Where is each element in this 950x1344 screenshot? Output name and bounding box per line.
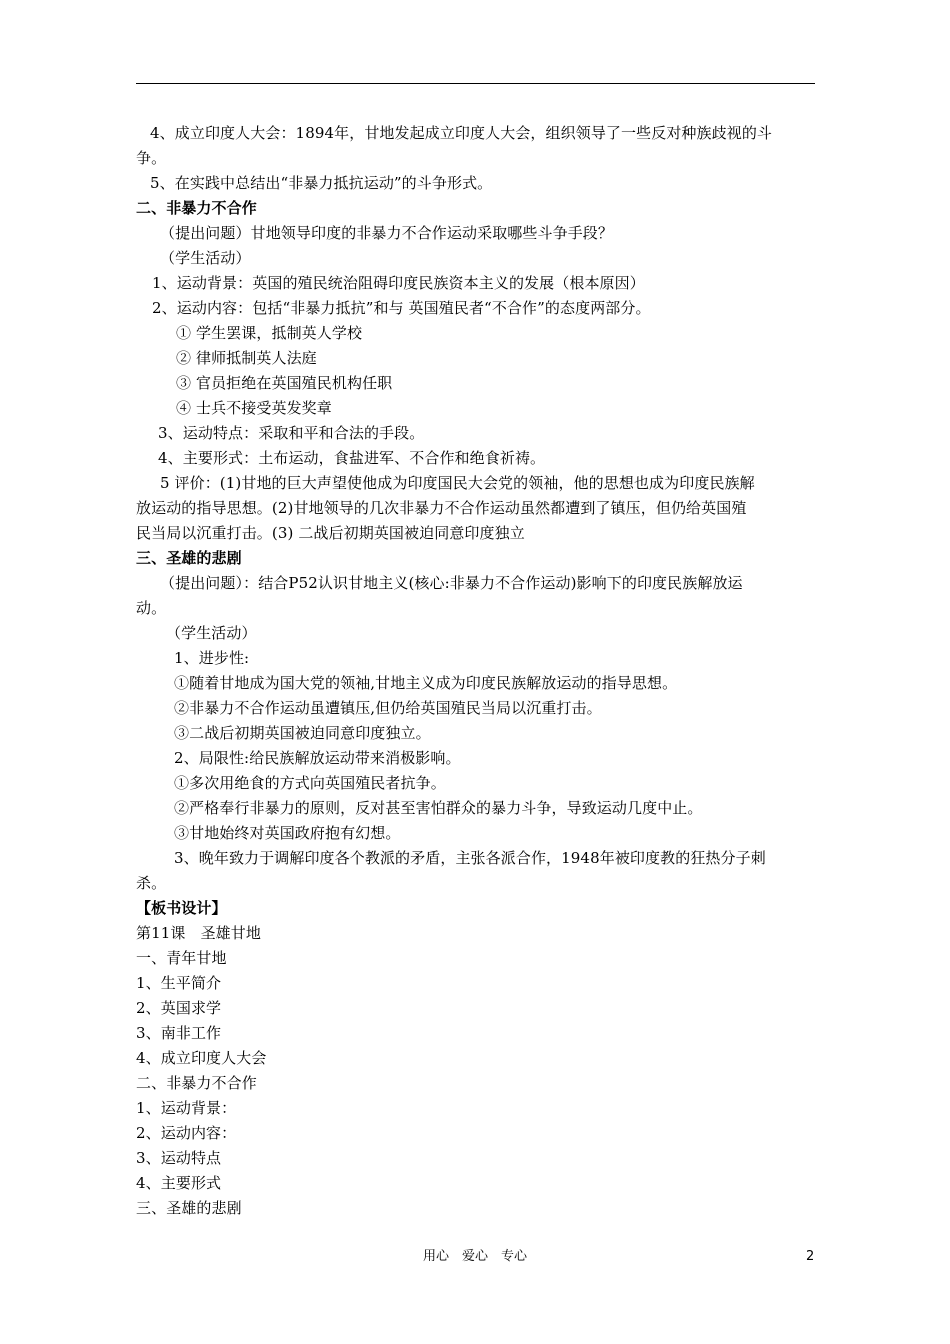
text-line: （提出问题）：结合P52认识甘地主义(核心:非暴力不合作运动)影响下的印度民族解放运 [160, 574, 743, 592]
text-line: 1、进步性: [174, 649, 250, 667]
text-line: 第11课 圣雄甘地 [136, 924, 261, 942]
section-heading: 【板书设计】 [136, 899, 227, 917]
text-line: ② 律师抵制英人法庭 [176, 349, 317, 367]
text-line: 2、运动内容：包括“非暴力抵抗”和与 英国殖民者“不合作”的态度两部分。 [152, 299, 651, 317]
section-heading: 二、非暴力不合作 [136, 199, 257, 217]
text-line: 杀。 [136, 874, 167, 892]
text-line: ① 学生罢课，抵制英人学校 [176, 324, 363, 342]
text-line: 一、青年甘地 [136, 949, 227, 967]
text-line: 3、南非工作 [136, 1024, 222, 1042]
text-line: 2、局限性:给民族解放运动带来消极影响。 [174, 749, 461, 767]
text-line: ①随着甘地成为国大党的领袖,甘地主义成为印度民族解放运动的指导思想。 [174, 674, 678, 692]
text-line: ①多次用绝食的方式向英国殖民者抗争。 [174, 774, 446, 792]
text-line: 5 评价：(1)甘地的巨大声望使他成为印度国民大会党的领袖，他的思想也成为印度民族解 [160, 474, 755, 492]
document-body [136, 121, 816, 1221]
text-line: （学生活动） [160, 249, 251, 267]
section-heading: 三、圣雄的悲剧 [136, 549, 242, 567]
text-line: 三、圣雄的悲剧 [136, 1199, 242, 1217]
text-line: （提出问题）甘地领导印度的非暴力不合作运动采取哪些斗争手段？ [160, 224, 614, 242]
text-line: 3、运动特点 [136, 1149, 222, 1167]
text-line: 放运动的指导思想。(2)甘地领导的几次非暴力不合作运动虽然都遭到了镇压，但仍给英国殖 [136, 499, 747, 517]
text-line: 1、运动背景：英国的殖民统治阻碍印度民族资本主义的发展（根本原因） [152, 274, 645, 292]
text-line: ③甘地始终对英国政府抱有幻想。 [174, 824, 401, 842]
text-line: ③ 官员拒绝在英国殖民机构任职 [176, 374, 393, 392]
text-line: 1、运动背景： [136, 1099, 237, 1117]
text-line: ②非暴力不合作运动虽遭镇压,但仍给英国殖民当局以沉重打击。 [174, 699, 602, 717]
text-line: 二、非暴力不合作 [136, 1074, 257, 1092]
text-line: 4、主要形式：土布运动，食盐进军、不合作和绝食祈祷。 [158, 449, 546, 467]
text-line: 民当局以沉重打击。(3) 二战后初期英国被迫同意印度独立 [136, 524, 525, 542]
text-line: 4、主要形式 [136, 1174, 222, 1192]
text-line: ③二战后初期英国被迫同意印度独立。 [174, 724, 431, 742]
text-line: 1、生平简介 [136, 974, 222, 992]
text-line: 4、成立印度人大会 [136, 1049, 267, 1067]
text-line: （学生活动） [166, 624, 257, 642]
text-line: 争。 [136, 149, 167, 167]
text-line: 2、运动内容： [136, 1124, 237, 1142]
header-rule [136, 83, 815, 84]
text-line: 2、英国求学 [136, 999, 222, 1017]
text-line: 5、在实践中总结出“非暴力抵抗运动”的斗争形式。 [150, 174, 493, 192]
text-line: 4、成立印度人大会：1894年，甘地发起成立印度人大会，组织领导了一些反对种族歧视的斗 [150, 124, 773, 142]
text-line: 3、运动特点：采取和平和合法的手段。 [158, 424, 425, 442]
text-line: 3、晚年致力于调解印度各个教派的矛盾，主张各派合作，1948年被印度教的狂热分子刺 [174, 849, 766, 867]
page-number: 2 [806, 1249, 815, 1264]
footer-motto: 用心 爱心 专心 [422, 1249, 527, 1264]
text-line: ④ 士兵不接受英发奖章 [176, 399, 332, 417]
text-line: 动。 [136, 599, 167, 617]
text-line: ②严格奉行非暴力的原则，反对甚至害怕群众的暴力斗争，导致运动几度中止。 [174, 799, 703, 817]
